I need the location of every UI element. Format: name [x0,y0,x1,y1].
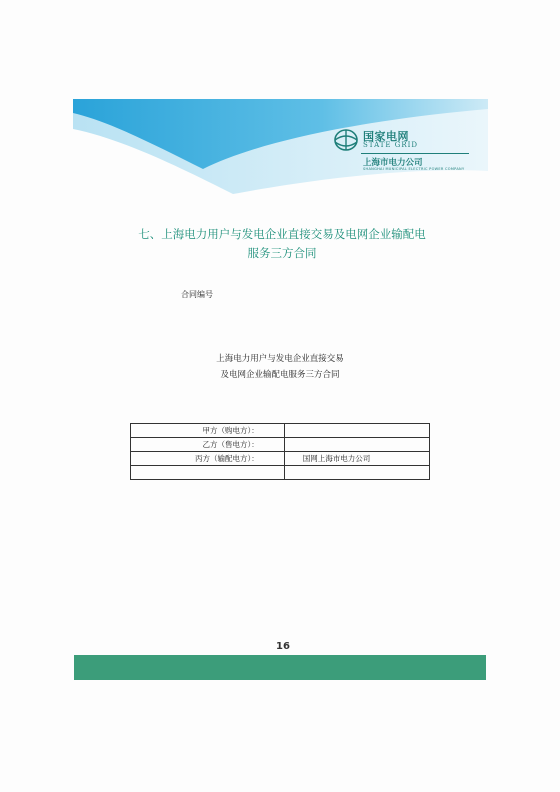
company-name: 上海市电力公司 [363,158,423,168]
table-row [131,452,430,466]
table-row [131,424,430,438]
contract-title [130,351,430,383]
section-title-line-2: 服务三方合同 [247,246,317,260]
state-grid-globe-icon [333,128,359,152]
parties-table [130,423,430,480]
party-b-label: 乙方（售电方）： [131,438,285,452]
logo-divider [361,153,469,154]
party-c-label: 丙方（输配电方）： [131,452,285,466]
section-title-line-1: 七、上海电力用户与发电企业直接交易及电网企业输配电 [138,227,426,241]
contract-number-label: 合同编号 [181,290,213,299]
state-grid-logo [333,126,465,176]
logo-english-text: STATE GRID [363,141,418,149]
logo-chinese-text: 国家电网 [363,130,409,143]
contract-title-line-1: 上海电力用户与发电企业直接交易 [216,354,344,364]
page-number: 16 [276,641,290,652]
table-row [131,438,430,452]
party-a-value [284,424,429,438]
empty-value-cell [284,466,429,480]
party-b-value [284,438,429,452]
party-a-label: 甲方（购电方）： [131,424,285,438]
party-c-value: 国网上海市电力公司 [284,452,429,466]
company-name-english: SHANGHAI MUNICIPAL ELECTRIC POWER COMPANY [363,167,465,171]
footer-bar [74,655,486,680]
table-row [131,466,430,480]
section-title [127,225,437,263]
contract-title-line-2: 及电网企业输配电服务三方合同 [220,370,340,380]
empty-label-cell [131,466,285,480]
